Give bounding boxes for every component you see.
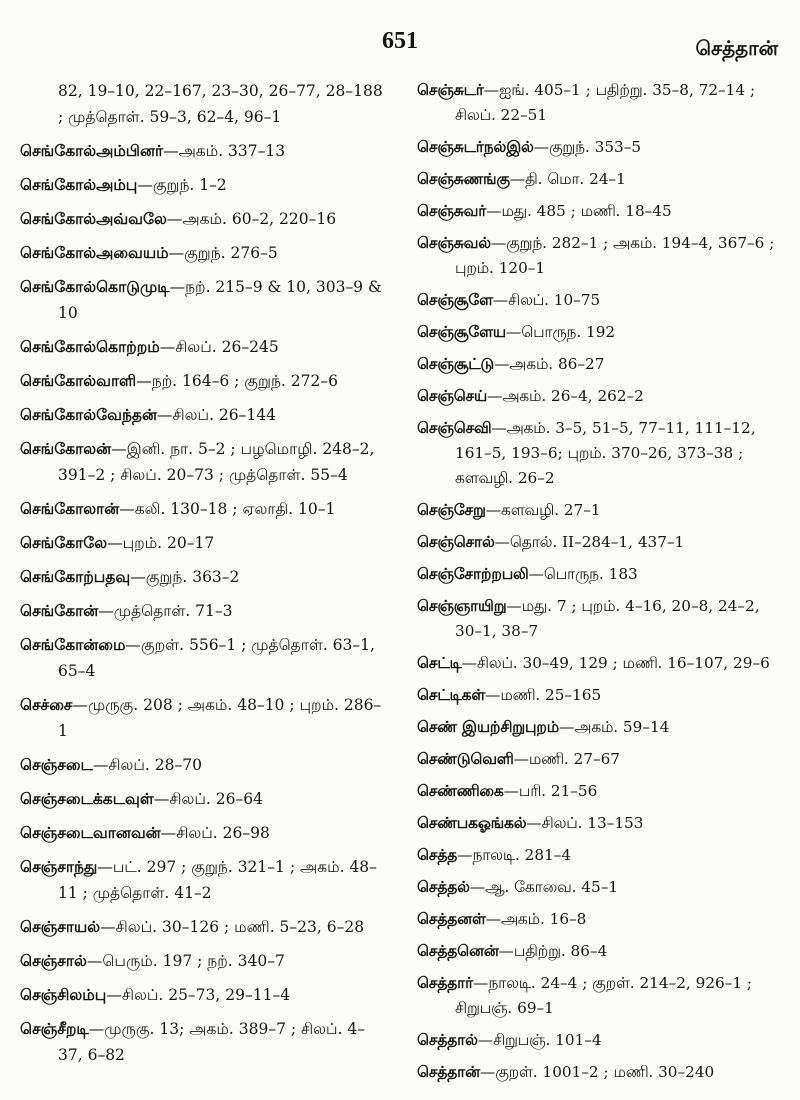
entry-references: —பொருந. 183 [528,565,638,583]
index-entry [417,651,783,676]
entry-headword: செஞ்சிலம்பு [20,986,107,1004]
entry-references: —தொல். II–284–1, 437–1 [494,533,685,551]
entry-headword: செஞ்சடை [20,756,93,774]
entry-references: —அகம். 3–5, 51–5, 77–11, 111–12, 161–5, 193–6; புறம். 370–26, 373–38 ; களவழி. 26–2 [455,419,756,487]
entry-headword: செத்த [417,846,458,864]
entry-headword: செங்கோல்கொற்றம் [20,338,160,356]
entry-references: —சிலப். 26–64 [153,790,263,808]
index-entry [417,907,783,932]
entry-references: —நற். 215–9 & 10, 303–9 & 10 [58,278,382,322]
entry-headword: செஞ்செவி [417,419,492,437]
index-entry [417,167,783,192]
entry-references: —சிலப். 30–126 ; மணி. 5–23, 6–28 [100,918,365,936]
entry-headword: செங்கோல்அவ்வலே [20,210,167,228]
index-entry [20,78,388,130]
index-entry [417,352,783,377]
index-entry [20,138,388,164]
entry-headword: செஞ்சடைக்கடவுள் [20,790,154,808]
index-entry [20,274,388,326]
entry-references: —முருகு. 13; அகம். 389–7 ; சிலப். 4–37, 6–82 [58,1020,366,1064]
entry-headword: செஞ்சொல் [417,533,495,551]
entry-headword: செங்கோலான் [20,500,120,518]
entry-headword: செஞ்செய் [417,387,488,405]
entry-references: —அகம். 60–2, 220–16 [166,210,337,228]
entry-references: —சிலப். 26–144 [157,406,276,424]
entry-headword: செஞ்சுடர் [417,81,484,99]
index-entry [417,843,783,868]
index-entry [20,402,388,428]
index-entry [417,939,783,964]
entry-headword: செஞ்சால் [20,952,87,970]
entry-headword: செங்கோன்மை [20,636,126,654]
entry-headword: செஞ்சூளேய [417,323,506,341]
entry-references: —சிலப். 28–70 [92,756,202,774]
entry-headword: செங்கோல்வாளி [20,372,137,390]
index-entry [417,971,783,1021]
index-entry [417,715,783,740]
index-entry [417,416,783,491]
entry-headword: செண் இயற்சிறுபுறம் [417,718,560,736]
entry-headword: செஞ்சுடர்நல்இல் [417,138,534,156]
entry-headword: செத்தல் [417,878,470,896]
entry-headword: செஞ்சுவர் [417,202,487,220]
entry-references: —மணி. 27–67 [513,750,620,768]
right-column [417,78,783,1092]
entry-headword: செட்டி [417,654,462,672]
entry-references: —தி. மொ. 24–1 [509,170,626,188]
index-entry [417,779,783,804]
index-entry [20,692,388,744]
entry-references: —முத்தொள். 71–3 [98,602,233,620]
index-entry [20,786,388,812]
entry-references: —அகம். 86–27 [494,355,605,373]
index-entry [20,496,388,522]
entry-headword: செஞ்சுவல் [417,234,491,252]
entry-headword: செங்கோல்அவையம் [20,244,169,262]
entry-references: —குறுந். 276–5 [168,244,278,262]
entry-headword: செஞ்ஞாயிறு [417,597,507,615]
entry-headword: செங்கோல்கொடுமுடி [20,278,170,296]
index-entry [20,436,388,488]
entry-references: —சிலப். 13–153 [526,814,644,832]
entry-headword: செத்தார் [417,974,474,992]
entry-references: —சிலப். 26–98 [160,824,270,842]
entry-references: —குறள். 1001–2 ; மணி. 30–240 [479,1063,715,1081]
entry-references: —பட். 297 ; குறுந். 321–1 ; அகம். 48–11 ; முத்தொள். 41–2 [58,858,377,902]
entry-headword: செங்கோன் [20,602,99,620]
index-entry [20,530,388,556]
entry-references: —குறுந். 1–2 [137,176,227,194]
index-entry [417,320,783,345]
entry-references: —மது. 485 ; மணி. 18–45 [486,202,672,220]
entry-references: —ஆ. கோவை. 45–1 [469,878,619,896]
index-entry [417,135,783,160]
index-entry [20,820,388,846]
index-entry [417,288,783,313]
entry-references: —புறம். 20–17 [107,534,215,552]
entry-headword: செஞ்சூட்டு [417,355,495,373]
entry-references: —கலி. 130–18 ; ஏலாதி. 10–1 [119,500,336,518]
index-entry [417,1028,783,1053]
entry-references: —பெரும். 197 ; நற். 340–7 [86,952,285,970]
entry-headword: செத்தனென் [417,942,499,960]
entry-references: —குறள். 556–1 ; முத்தொள். 63–1, 65–4 [58,636,375,680]
entry-headword: செங்கோலே [20,534,108,552]
index-entry [417,498,783,523]
entry-references: —அகம். 337–13 [163,142,286,160]
entry-references: —பொருந. 192 [505,323,616,341]
index-entry [20,982,388,1008]
entry-references: —களவழி. 27–1 [485,501,601,519]
index-entry [20,1016,388,1068]
index-entry [417,78,783,128]
entry-references: —குறுந். 363–2 [130,568,240,586]
index-entry [20,948,388,974]
entry-headword: செட்டிகள் [417,686,486,704]
index-entry [20,914,388,940]
entry-references: —நாலடி. 281–4 [457,846,572,864]
index-entry [20,752,388,778]
entry-references: —பரி. 21–56 [503,782,598,800]
entry-references: —இனி. நா. 5–2 ; பழமொழி. 248–2, 391–2 ; சிலப். 20–73 ; முத்தொள். 55–4 [58,440,375,484]
entry-headword: செஞ்சுணங்கு [417,170,510,188]
entry-headword: செத்தனள் [417,910,486,928]
entry-references: —அகம். 16–8 [485,910,587,928]
entry-references: —சிலப். 26–245 [159,338,279,356]
entry-references: —அகம். 59–14 [559,718,670,736]
entry-headword: செஞ்சீறடி [20,1020,89,1038]
entry-headword: செண்டுவெளி [417,750,514,768]
entry-references: —மணி. 25–165 [485,686,602,704]
index-entry [20,854,388,906]
entry-references: —அகம். 26–4, 262–2 [487,387,644,405]
entry-references: —குறுந். 353–5 [533,138,642,156]
index-entry [20,368,388,394]
entry-references: —சிலப். 30–49, 129 ; மணி. 16–107, 29–6 [461,654,770,672]
entry-references: —சிறுபஞ். 101–4 [477,1031,602,1049]
page-number: 651 [382,28,418,54]
index-entry [417,811,783,836]
index-entry [417,875,783,900]
entry-headword: செங்கோல்அம்பு [20,176,138,194]
index-entry [20,172,388,198]
entry-references: —சிலப். 10–75 [492,291,601,309]
entry-references: —ஐங். 405–1 ; பதிற்று. 35–8, 72–14 ; சிலப். 22–51 [455,81,756,124]
entry-references: —நற். 164–6 ; குறுந். 272–6 [136,372,338,390]
entry-headword: செஞ்சடைவானவன் [20,824,161,842]
index-entry [20,632,388,684]
entry-headword: செங்கோற்பதவு [20,568,131,586]
entry-headword: செஞ்சூளே [417,291,493,309]
index-entry [417,683,783,708]
entry-references: —குறுந். 282–1 ; அகம். 194–4, 367–6 ; புறம். 120–1 [455,234,775,277]
entry-references: —நாலடி. 24–4 ; குறள். 214–2, 926–1 ; சிறுபஞ். 69–1 [455,974,753,1017]
index-entry [20,240,388,266]
entry-headword: செங்கோல்அம்பினர் [20,142,164,160]
index-entry [417,530,783,555]
entry-references: —சிலப். 25–73, 29–11–4 [106,986,291,1004]
entry-headword: செங்கோல்வேந்தன் [20,406,158,424]
entry-references: —பதிற்று. 86–4 [498,942,608,960]
index-entry [20,334,388,360]
entry-headword: செச்சை [20,696,73,714]
entry-headword: செங்கோலன் [20,440,112,458]
index-entry [417,562,783,587]
entry-headword: செத்தால் [417,1031,478,1049]
entry-references: —மது. 7 ; புறம். 4–16, 20–8, 24–2, 30–1, 38–7 [455,597,760,640]
index-entry [417,384,783,409]
entry-headword: செத்தான் [417,1063,480,1081]
running-head: செத்தான் [695,36,778,60]
entry-references: 82, 19–10, 22–167, 23–30, 26–77, 28–188 ; முத்தொள். 59–3, 62–4, 96–1 [58,82,383,126]
entry-headword: செஞ்சேறு [417,501,486,519]
index-entry [417,747,783,772]
index-entry [417,231,783,281]
index-entry [417,594,783,644]
entry-references: —முருகு. 208 ; அகம். 48–10 ; புறம். 286–1 [58,696,382,740]
index-entry [20,206,388,232]
left-column [20,78,388,1076]
entry-headword: செஞ்சாந்து [20,858,98,876]
index-entry [417,1060,783,1085]
index-entry [20,598,388,624]
index-entry [20,564,388,590]
entry-headword: செண்ணிகை [417,782,504,800]
entry-headword: செஞ்சோற்றபலி [417,565,529,583]
entry-headword: செண்பகஓங்கல் [417,814,527,832]
index-entry [417,199,783,224]
entry-headword: செஞ்சாயல் [20,918,101,936]
